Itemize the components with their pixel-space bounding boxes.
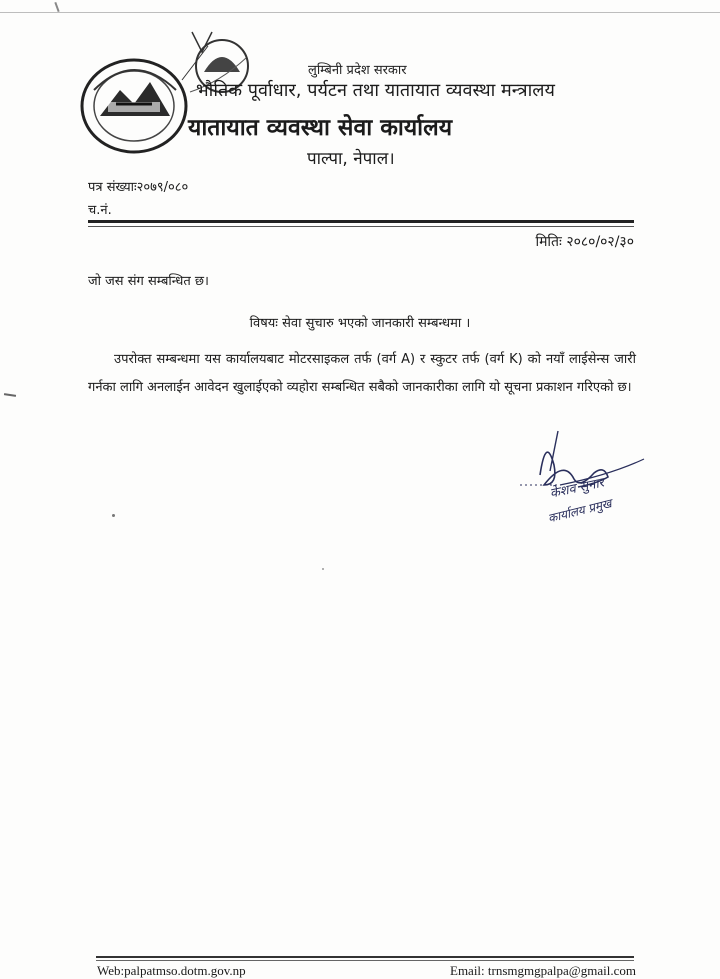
- reference-number: पत्र संख्याः२०७९/०८०: [88, 180, 189, 195]
- signatory-title: कार्यालय प्रमुख: [546, 496, 614, 526]
- scan-speck: [322, 568, 324, 570]
- scan-edge-line: [0, 12, 720, 13]
- office-name: यातायात व्यवस्था सेवा कार्यालय: [188, 115, 453, 141]
- scan-mark: [54, 2, 59, 12]
- letter-subject: विषयः सेवा सुचारु भएको जानकारी सम्बन्धमा ।: [249, 316, 471, 331]
- government-name: लुम्बिनी प्रदेश सरकार: [308, 63, 407, 78]
- footer-email: Email: trnsmgmgpalpa@gmail.com: [450, 963, 636, 978]
- footer-divider-thin: [96, 960, 634, 961]
- ministry-name: भौतिक पूर्वाधार, पर्यटन तथा यातायात व्यवस्था मन्त्रालय: [196, 80, 555, 101]
- footer-divider: [96, 956, 634, 958]
- signatory-name: केशव सुनार: [548, 475, 606, 502]
- header-divider: [88, 220, 634, 223]
- letter-date: मितिः २०८०/०२/३०: [535, 234, 634, 250]
- letter-body: उपरोक्त सम्बन्धमा यस कार्यालयबाट मोटरसाइकल तर्फ (वर्ग A) र स्कुटर तर्फ (वर्ग K) को नयाँ लाईसेन्स जारी गर्नका लागि अनलाईन आवेदन खुलाईएको व्यहोरा सम्बन्धित सबैको जानकारीका लागि यो सूचना प्रकाशन गरिएको छ।: [88, 352, 636, 395]
- header-divider-thin: [88, 226, 634, 227]
- salutation: जो जस संग सम्बन्धित छ।: [88, 274, 209, 289]
- office-location: पाल्पा, नेपाल।: [307, 149, 395, 169]
- scan-speck: [112, 514, 115, 517]
- footer-website: Web:palpatmso.dotm.gov.np: [97, 963, 246, 978]
- margin-mark: [4, 393, 16, 397]
- dispatch-number: च.नं.: [88, 203, 112, 218]
